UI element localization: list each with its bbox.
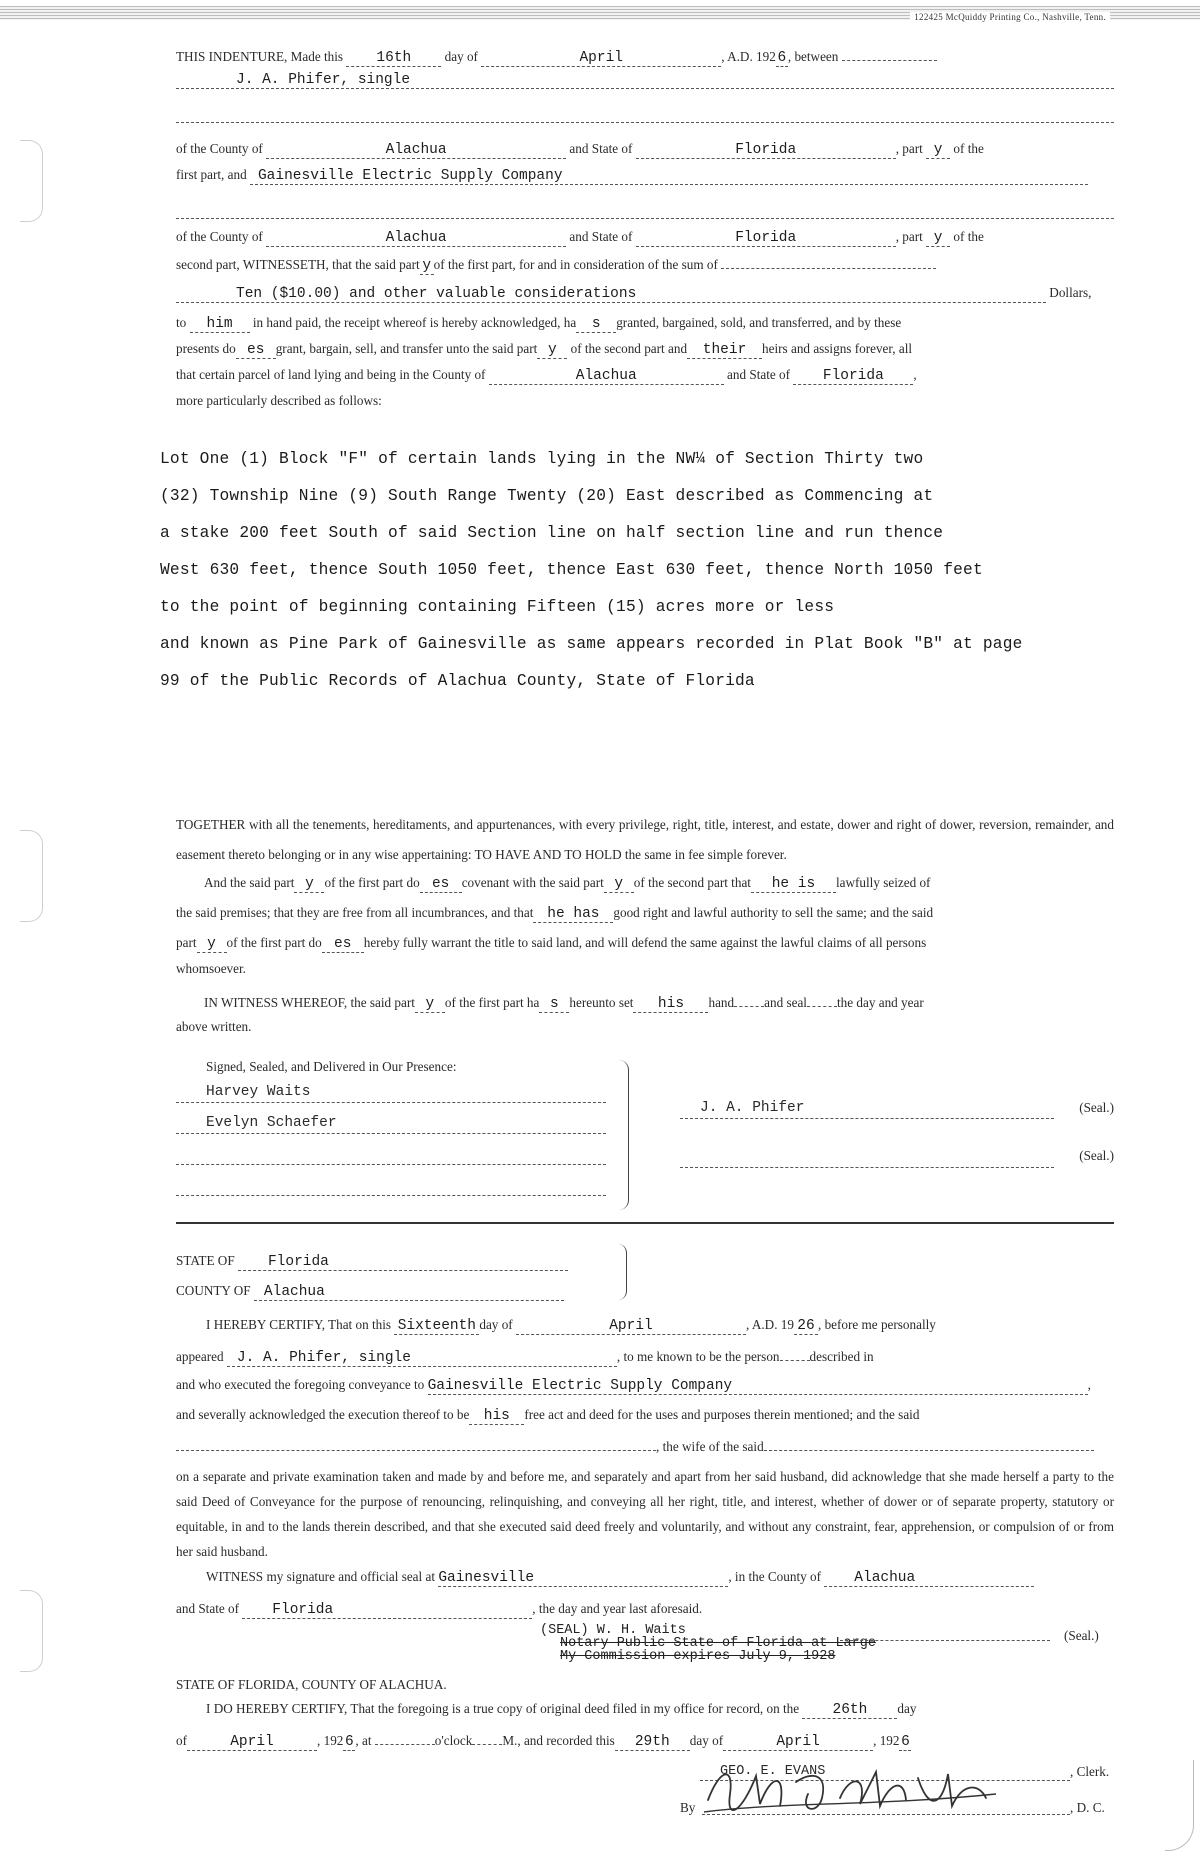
- ack-grantee: Gainesville Electric Supply Company: [428, 1379, 1088, 1395]
- consideration-amount: Ten ($10.00) and other valuable considerations: [176, 287, 1046, 303]
- receipt-line: to him in hand paid, the receipt whereof is hereby acknowledged, ha s granted, bargained, sold, and transferred, and by these: [176, 315, 902, 332]
- legal-description-line-6: and known as Pine Park of Gainesville as same appears recorded in Plat Book "B" at page: [160, 635, 1023, 653]
- ack-separate-exam: on a separate and private examination taken and made by and before me, and separately and apart from her said husband, did acknowledge that she made herself a party to the said Deed of Conveyance for the purpose of renouncing, relinquishing, and conveying all her right, title, and interest, whether of dower or of separate property, statutory or equitable, in and to the lands therein described, and that she executed said deed freely and voluntarily, and without any constraint, fear, apprehension, or compulsion of or from her said husband.: [176, 1469, 1114, 1559]
- ack-executed-line: and who executed the foregoing conveyance to Gainesville Electric Supply Company ,: [176, 1377, 1091, 1394]
- witness-line-1: [176, 1076, 606, 1103]
- witness-signature-block: [176, 1076, 606, 1200]
- grantor-line: [176, 70, 1114, 89]
- signature-brace: [618, 1060, 629, 1210]
- second-party-county: Alachua: [266, 231, 566, 247]
- in-witness-line: IN WITNESS WHEREOF, the said part y of the first part ha s hereunto set his hand and seal the day and year: [176, 992, 1114, 1013]
- witnesseth-line: second part, WITNESSETH, that the said part y of the first part, for and in consideration of the sum of: [176, 254, 1114, 275]
- deputy-clerk-signature: [700, 1754, 1000, 1826]
- deed-day: 16th: [346, 51, 441, 67]
- second-party-county-line: of the County of Alachua and State of Florida , part y of the: [176, 229, 984, 246]
- witness-line-2: [176, 1107, 606, 1134]
- deed-month: April: [481, 51, 721, 67]
- covenant-line-1: And the said part y of the first part do es covenant with the said part y of the second part that he is lawfully seized of: [204, 875, 931, 892]
- ack-state-day-line: and State of Florida , the day and year last aforesaid.: [176, 1601, 703, 1618]
- notary-commission: My Commission expires July 9, 1928: [560, 1649, 836, 1664]
- ack-year: 26: [794, 1319, 818, 1335]
- second-party-state: Florida: [636, 231, 896, 247]
- presents-line: presents do es grant, bargain, sell, and transfer unto the said part y of the second part and their heirs and assigns forever, all: [176, 341, 913, 358]
- ack-appeared-line: appeared J. A. Phifer, single , to me known to be the person described in: [176, 1346, 1114, 1367]
- first-party-county-line: of the County of Alachua and State of Florida , part y of the: [176, 141, 984, 158]
- legal-description-line-4: West 630 feet, thence South 1050 feet, thence East 630 feet, thence North 1050 feet: [160, 561, 983, 579]
- covenant-line-2: the said premises; that they are free from all incumbrances, and that he has good right and lawful authority to sell the same; and the said: [176, 905, 934, 922]
- above-written-line: above written.: [176, 1019, 252, 1034]
- ack-city: Gainesville: [438, 1571, 728, 1587]
- legal-description-line-1: Lot One (1) Block "F" of certain lands lying in the NW¼ of Section Thirty two: [160, 450, 924, 468]
- legal-description-line-5: to the point of beginning containing Fifteen (15) acres more or less: [160, 598, 835, 616]
- recording-date-line: of April , 192 6 , at o'clock M., and recorded this 29th day of April , 192 6: [176, 1730, 1114, 1751]
- blank-line-2: [176, 200, 1114, 219]
- parcel-state: Florida: [793, 369, 913, 385]
- signed-sealed-heading: Signed, Sealed, and Delivered in Our Presence:: [206, 1059, 457, 1074]
- ack-wife-line: , the wife of the said: [176, 1436, 1114, 1456]
- printer-imprint: 122425 McQuiddy Printing Co., Nashville, Tenn.: [910, 12, 1110, 22]
- legal-description-line-3: a stake 200 feet South of said Section line on half section line and run thence: [160, 524, 944, 542]
- filed-month: April: [187, 1735, 317, 1751]
- witness-2-name: Evelyn Schaefer: [206, 1115, 337, 1131]
- first-party-state: Florida: [636, 143, 896, 159]
- section-divider: [176, 1222, 1114, 1224]
- parcel-line: that certain parcel of land lying and being in the County of Alachua and State of Florida ,: [176, 367, 917, 384]
- legal-description-line-2: (32) Township Nine (9) South Range Twenty (20) East described as Commencing at: [160, 487, 934, 505]
- recorded-day: 29th: [615, 1735, 690, 1751]
- recording-heading: STATE OF FLORIDA, COUNTY OF ALACHUA.: [176, 1677, 447, 1692]
- ack-severally-line: and severally acknowledged the execution thereof to be his free act and deed for the uses and purposes therein mentioned; and the said: [176, 1407, 920, 1424]
- ack-county-line: COUNTY OF Alachua: [176, 1282, 616, 1301]
- notary-seal-name: (SEAL) W. H. Waits: [540, 1623, 686, 1638]
- legal-description-line-7: 99 of the Public Records of Alachua County, State of Florida: [160, 672, 755, 690]
- grantor-signature-block: J. A. Phifer (Seal.) (Seal.): [680, 1096, 1114, 1168]
- ack-person: J. A. Phifer, single: [227, 1351, 617, 1367]
- together-clause: TOGETHER with all the tenements, hereditaments, and appurtenances, with every privilege, right, title, interest, and estate, dower and right of dower, reversion, remainder, and easement thereto belonging or in any wise appertaining: TO HAVE AND TO HOLD the same in fee simple forever.: [176, 817, 1114, 862]
- more-particularly-line: more particularly described as follows:: [176, 393, 382, 408]
- consideration-line: Ten ($10.00) and other valuable considerations Dollars,: [176, 284, 1114, 303]
- page-edge-curl: [1165, 1760, 1194, 1851]
- ack-brace: [618, 1244, 627, 1300]
- filed-day: 26th: [802, 1703, 897, 1719]
- binder-ring-top: [20, 140, 43, 222]
- recorded-month: April: [723, 1735, 873, 1751]
- deed-page: 122425 McQuiddy Printing Co., Nashville, Tenn. THIS INDENTURE, Made this 16th day of April , A.D. 192 6 , between J. A. Phifer, single of the County of Alachua and State of Florida , part y of the first part, and Gainesville Electric Supply Company of the County of Alachua and State of Florida , part y of the second part, WITNESSETH, that the said part y of the first part, for and in consideration of the sum of Ten ($10.00) and other valuable considerations Dollars, to him in hand paid, the receipt whereof is hereby acknowledged, ha s granted, bargained, sold, and transferred, and by these presents do es grant, bargain, sell, and transfer unto the said part y of the second part and their heirs and assigns forever, all that certain parcel of land lying and being in the County of Alachua and State of Florida , more particularly described as follows: Lot One (1) Block "F" of certain lands lying in the NW¼ of Section Thirty two (32) Township Nine (9) South Range Twenty (20) East described as Commencing at a stake 200 feet South of said Section line on half section line and run thence West 630 feet, thence South 1050 feet, thence East 630 feet, thence North 1050 feet to the point of beginning containing Fifteen (15) acres more or less and known as Pine Park of Gainesville as same appears recorded in Plat Book "B" at page 99 of the Public Records of Alachua County, State of Florida TOGETHER with all the tenements, hereditaments, and appurtenances, with every privilege, right, title, interest, and estate, dower and right of dower, reversion, remainder, and easement thereto belonging or in any wise appertaining: TO HAVE AND TO HOLD the same in fee simple forever. And the said part y of the first part do es covenant with the said part y of the second part that he is lawfully seized of the said premises; that they are free from all incumbrances, and that he has good right and lawful authority to sell the same; and the said part y of the first part do es hereby fully warrant the title to said land, and will defend the same against the lawful claims of all persons whomsoever. IN WITNESS WHEREOF, the said part y of the first part ha s hereunto set his hand and seal the day and year above written. Signed, Sealed, and Delivered in Our Presence: Harvey Waits Evelyn Schaefer J. A. Phifer (Seal.) (Seal.) STATE OF Florida COUNTY OF Alachua I HEREBY CERTIFY, That on this Sixteenth day of April , A.D. 19 26 , before me personally appeared J. A. Phifer, single , to me known to be the person described in and who executed the foregoing conveyance to Gainesville Electric Supply Company , and severally acknowledged the execution thereof to be his free act and deed for the uses and purposes therein mentioned; and the said , the wife of the said on a separate and private examination taken and made by and before me, and separately and apart from her said husband, did acknowledge that she made herself a party to the said Deed of Conveyance for the purpose of renouncing, relinquishing, and conveying all her right, title, and interest, whether of dower or of separate property, statutory or equitable, in and to the lands therein described, and that she executed said deed freely and voluntarily, and without any constraint, fear, apprehension, or compulsion of or from her said husband. WITNESS my signature and official seal at Gainesville , in the County of Alachua and State of Florida , the day and year last aforesaid. (SEAL) W. H. Waits Notary Public State of Florida at Large My Commission expires July 9, 1928 (Seal.) STATE OF FLORIDA, COUNTY OF ALACHUA. I DO HEREBY CERTIFY, That the foregoing is a true copy of original deed filed in my office for record, on the 26th day of April , 192 6 , at o'clock M., and recorded this 29th day of April , 192 6 GEO. E. EVANS , Clerk. By , D. C.: [0, 0, 1200, 1860]
- witness-line-3: [176, 1138, 606, 1165]
- ack-day: Sixteenth: [394, 1319, 479, 1335]
- first-party-county: Alachua: [266, 143, 566, 159]
- witness-line-4: [176, 1169, 606, 1196]
- parcel-county: Alachua: [489, 369, 724, 385]
- blank-line: [176, 104, 1114, 123]
- recording-certify-line: I DO HEREBY CERTIFY, That the foregoing is a true copy of original deed filed in my office for record, on the 26th day: [206, 1701, 917, 1718]
- ack-month: April: [516, 1319, 746, 1335]
- grantor-name: J. A. Phifer, single: [236, 72, 411, 88]
- grantor-signature: J. A. Phifer: [700, 1100, 805, 1116]
- deed-year: 6: [777, 50, 787, 66]
- grantee-line: first part, and Gainesville Electric Supply Company: [176, 166, 1114, 185]
- clerk-name: GEO. E. EVANS: [720, 1764, 826, 1779]
- ack-witness-line: WITNESS my signature and official seal at Gainesville , in the County of Alachua: [176, 1568, 1114, 1587]
- ack-state-line: STATE OF Florida: [176, 1252, 616, 1271]
- witness-1-name: Harvey Waits: [206, 1084, 311, 1100]
- whomsoever-line: whomsoever.: [176, 961, 246, 976]
- binder-ring-bottom: [20, 1590, 43, 1672]
- grantee-name: Gainesville Electric Supply Company: [250, 169, 1088, 185]
- ack-certify-line: I HEREBY CERTIFY, That on this Sixteenth day of April , A.D. 19 26 , before me personally: [206, 1317, 936, 1334]
- binder-ring-middle: [20, 830, 43, 922]
- indenture-line: THIS INDENTURE, Made this 16th day of April , A.D. 192 6 , between: [176, 46, 1114, 67]
- covenant-line-3: part y of the first part do es hereby fully warrant the title to said land, and will defend the same against the lawful claims of all persons: [176, 935, 927, 952]
- notary-title: Notary Public State of Florida at Large: [560, 1636, 876, 1651]
